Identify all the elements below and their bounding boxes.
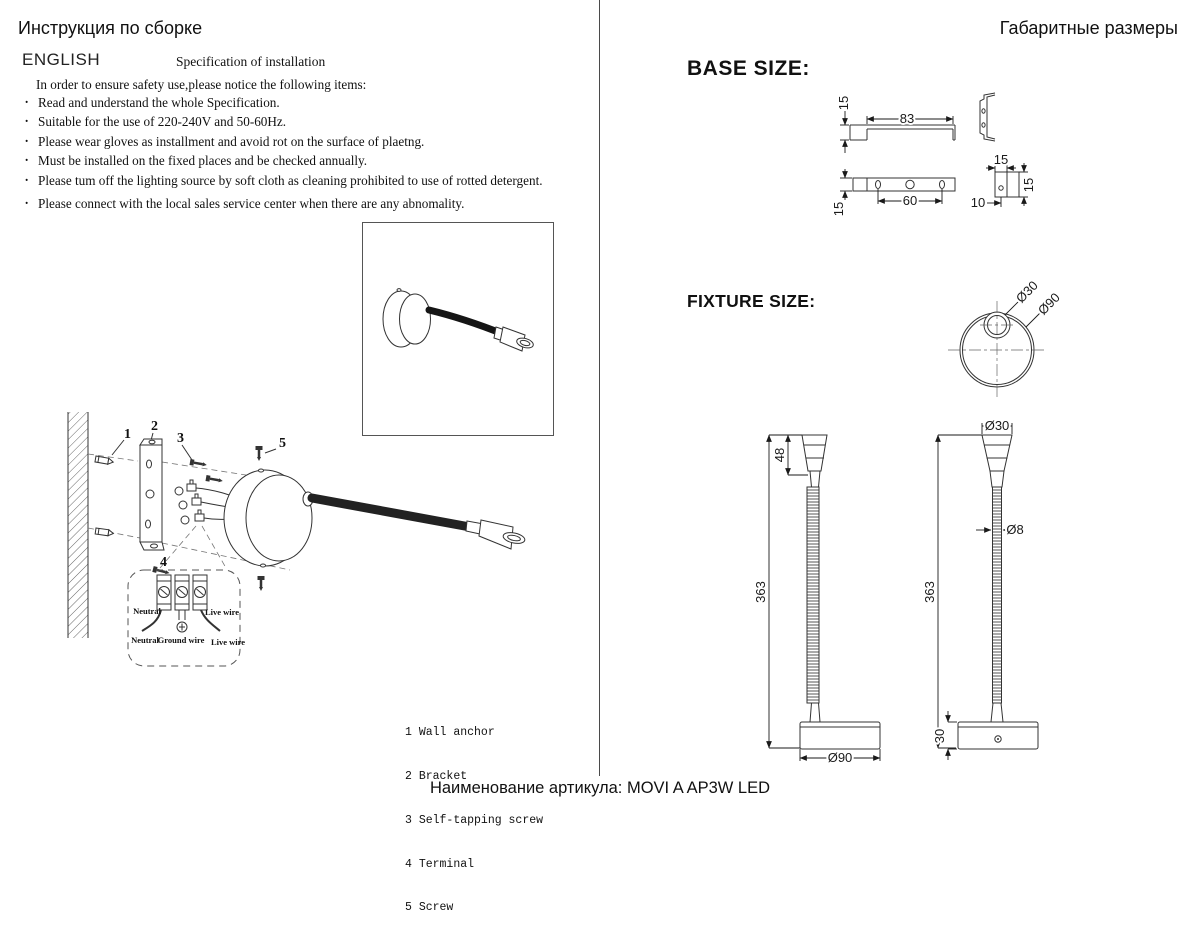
parts-list-row: 1 Wall anchor: [405, 726, 495, 740]
lamp-body: [224, 469, 312, 567]
label-neutral-top: Neutral: [133, 606, 161, 616]
fixture-front-view: [800, 435, 880, 749]
fixture-side-view: [958, 435, 1038, 749]
label-live-top: Live wire: [204, 607, 240, 617]
language-heading: ENGLISH: [22, 50, 101, 69]
dim-base-height: 30: [932, 728, 947, 744]
page-title-right: Габаритные размеры: [999, 18, 1178, 38]
dim-top-inner: Ø30: [1012, 277, 1041, 306]
screw-top: [256, 446, 263, 461]
instruction-list: [25, 95, 597, 215]
instruction-item: . Please wear gloves as installment and avoid rot on the surface of plaetng.: [25, 134, 597, 150]
terminal-detail: [128, 570, 245, 666]
parts-list-row: 5 Screw: [405, 901, 454, 915]
base-size-heading: BASE SIZE:: [687, 57, 810, 80]
instruction-item: . Read and understand the whole Specification.: [25, 95, 597, 111]
fixture-size-heading: FIXTURE SIZE:: [687, 291, 816, 311]
column-divider: [599, 0, 600, 776]
fixture-elevation-views: [720, 408, 1080, 773]
parts-list-row: 4 Terminal: [405, 857, 475, 871]
spec-subtitle: Specification of installation: [176, 54, 326, 69]
ground-symbol: [177, 622, 187, 632]
bracket: [140, 439, 164, 550]
terminal-block: [157, 575, 171, 610]
bracket-plate-view: [853, 178, 955, 191]
gooseneck-arm: [807, 487, 819, 703]
dim-hole-offset: 10: [970, 195, 986, 210]
callout-4: 4: [160, 555, 167, 570]
lamp-base: [800, 722, 880, 749]
plate-detail-view: [995, 172, 1019, 197]
dim-top-outer: Ø90: [1034, 289, 1063, 318]
gooseneck-arm: [429, 310, 503, 334]
gooseneck-arm: [303, 492, 470, 527]
screw-bottom: [258, 576, 265, 591]
parts-list-row: 2 Bracket: [405, 769, 468, 783]
gooseneck-arm: [993, 487, 1002, 703]
dim-end-width: 15: [993, 152, 1009, 167]
terminal-block: [175, 575, 189, 610]
dim-bracket-height: 15: [836, 95, 851, 111]
parts-list-row: 3 Self-tapping screw: [405, 813, 544, 827]
assembly-diagram: [50, 398, 550, 698]
instruction-item: . Must be installed on the fixed places and be checked annually.: [25, 153, 597, 169]
label-live-bottom: Live wire: [210, 637, 246, 647]
callout-3: 3: [177, 431, 184, 446]
dim-plate-height: 15: [831, 201, 846, 217]
bracket-end-view: [980, 93, 995, 141]
instruction-item: . Suitable for the use of 220-240V and 50-60Hz.: [25, 114, 597, 130]
instruction-item: . Please tum off the lighting source by soft cloth as cleaning prohibited to use of rotted detergent.: [25, 173, 597, 189]
intro-line: In order to ensure safety use,please notice the following items:: [36, 77, 367, 92]
page-title-left: Инструкция по сборке: [18, 18, 203, 38]
article-name: Наименование артикула: MOVI A AP3W LED: [429, 779, 771, 797]
dim-arm-diameter: Ø8: [1006, 522, 1024, 537]
dim-end-height: 15: [1021, 177, 1036, 193]
lamp-head: [982, 435, 1012, 471]
lamp-head: [466, 520, 526, 549]
callout-5: 5: [279, 436, 286, 451]
parts-list: [405, 697, 543, 945]
lamp-head: [802, 435, 827, 471]
instruction-item: . Please connect with the local sales service center when there are any abnomality.: [25, 196, 597, 212]
dim-head-diameter: Ø30: [984, 418, 1010, 433]
callout-2: 2: [151, 419, 158, 434]
terminal-block: [193, 575, 207, 610]
label-ground-bottom: Ground wire: [157, 635, 205, 645]
wall: [68, 412, 88, 638]
bracket-side-view: [850, 125, 955, 140]
label-neutral-bottom: Neutral: [131, 635, 159, 645]
dim-hole-spacing: 60: [902, 193, 918, 208]
dim-base-diameter: Ø90: [827, 750, 853, 765]
dim-total-height-front: 363: [753, 581, 768, 603]
dim-bracket-length: 83: [899, 111, 915, 126]
base-size-drawing: [831, 85, 1045, 220]
wall-anchor: [95, 456, 114, 536]
dim-head-height: 48: [772, 447, 787, 463]
dim-total-height-side: 363: [922, 581, 937, 603]
callout-1: 1: [124, 427, 131, 442]
